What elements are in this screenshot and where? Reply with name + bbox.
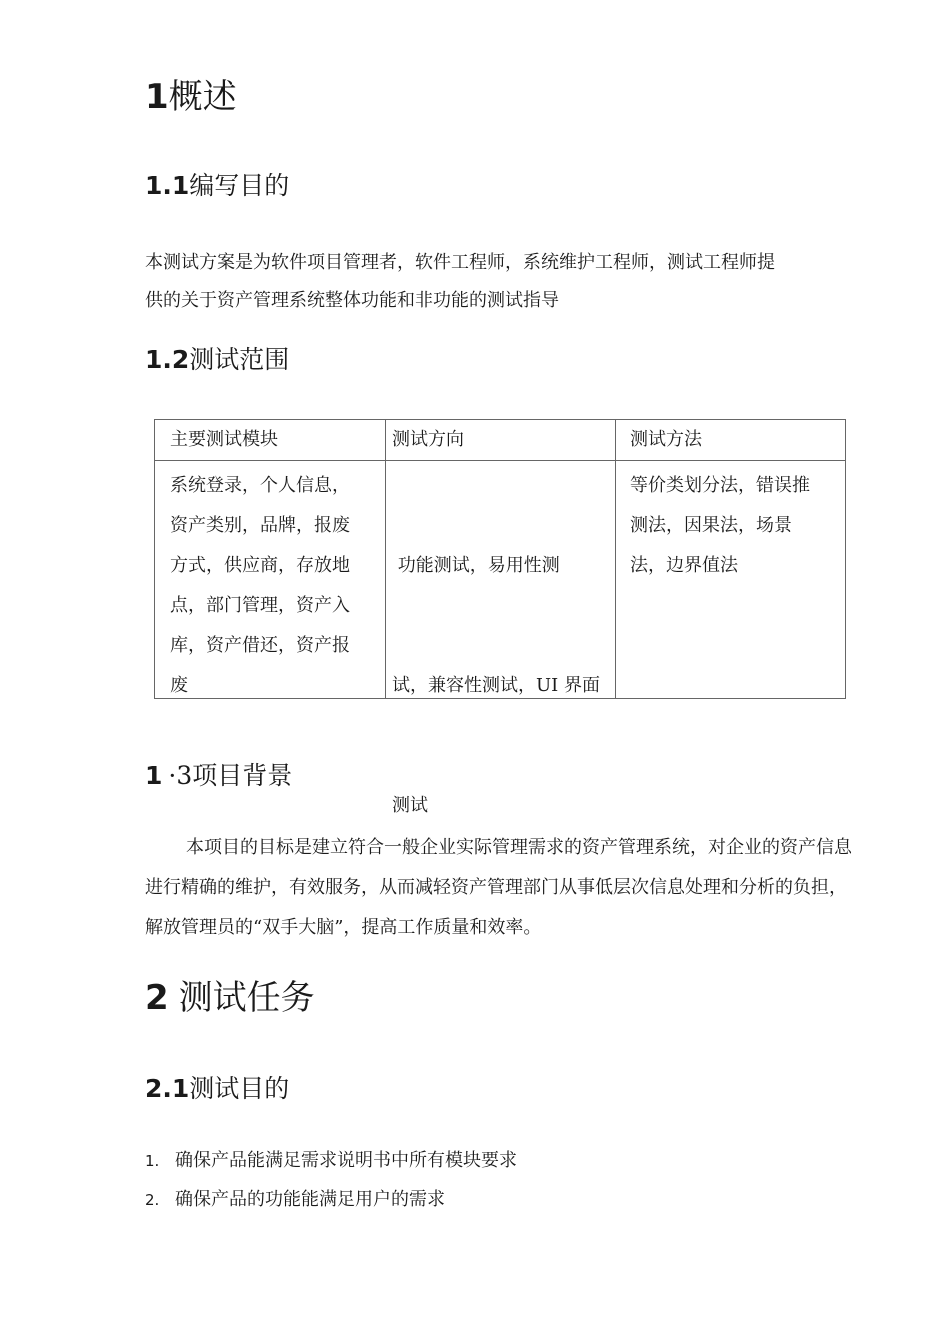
heading-section-1-2 xyxy=(145,344,289,376)
heading-number: 2 xyxy=(145,978,169,1018)
heading-section-1 xyxy=(145,77,237,117)
heading-number: 1 xyxy=(145,761,163,790)
heading-title: 编写目的 xyxy=(189,171,290,200)
table-header-module: 主要测试模块 xyxy=(170,429,278,450)
table-header-method: 测试方法 xyxy=(630,429,702,450)
heading-section-1-3 xyxy=(145,760,292,792)
cell-line: 库，资产借还，资产报 xyxy=(170,635,350,656)
list-item xyxy=(145,1190,445,1210)
heading-number: 1.1 xyxy=(145,171,190,200)
heading-number: 1 xyxy=(145,77,169,117)
paragraph-line: 本测试方案是为软件项目管理者，软件工程师，系统维护工程师，测试工程师提 xyxy=(145,252,775,273)
cell-line: 等价类划分法，错误推 xyxy=(630,475,810,496)
cell-line: 系统登录，个人信息， xyxy=(170,475,350,496)
paragraph-line: 本项目的目标是建立符合一般企业实际管理需求的资产管理系统，对企业的资产信息 xyxy=(186,837,852,858)
heading-section-2 xyxy=(145,978,315,1018)
heading-title: 测试范围 xyxy=(189,345,290,374)
cell-line: 法，边界值法 xyxy=(630,555,738,576)
heading-title: 测试任务 xyxy=(178,978,315,1018)
heading-title: 测试目的 xyxy=(189,1074,290,1103)
cell-line: 功能测试，易用性测 xyxy=(392,555,560,576)
heading-section-2-1 xyxy=(145,1073,289,1105)
table-cell-methods xyxy=(630,466,842,586)
cell-line: 测法，因果法，场景 xyxy=(630,515,792,536)
heading-number: 2.1 xyxy=(145,1074,190,1103)
cell-line: 方式，供应商，存放地 xyxy=(170,555,350,576)
table-divider xyxy=(615,420,616,698)
paragraph-line: 进行精确的维护，有效服务，从而减轻资产管理部门从事低层次信息处理和分析的负担， xyxy=(145,877,847,898)
table-divider xyxy=(385,420,386,698)
cell-line: 测试 xyxy=(392,795,428,816)
list-item-text: 确保产品能满足需求说明书中所有模块要求 xyxy=(175,1150,517,1171)
heading-separator: ·3 xyxy=(168,761,193,790)
list-item-text: 确保产品的功能能满足用户的需求 xyxy=(175,1189,445,1210)
paragraph-line: 解放管理员的“双手大脑”，提高工作质量和效率。 xyxy=(145,917,542,938)
paragraph-line: 供的关于资产管理系统整体功能和非功能的测试指导 xyxy=(145,290,559,311)
list-item-number: 2. xyxy=(145,1191,160,1209)
list-item xyxy=(145,1151,517,1171)
heading-number: 1.2 xyxy=(145,345,190,374)
table-cell-modules xyxy=(170,466,380,706)
heading-title: 概述 xyxy=(168,77,237,117)
cell-line: 点，部门管理，资产入 xyxy=(170,595,350,616)
table-header-direction: 测试方向 xyxy=(392,429,464,450)
cell-line: 试，兼容性测试，UI 界面 xyxy=(392,675,601,696)
heading-section-1-1 xyxy=(145,170,289,202)
table-divider xyxy=(155,460,845,461)
cell-line: 废 xyxy=(170,675,188,696)
list-item-number: 1. xyxy=(145,1152,160,1170)
heading-title: 项目背景 xyxy=(192,761,293,790)
cell-line: 资产类别，品牌，报废 xyxy=(170,515,350,536)
